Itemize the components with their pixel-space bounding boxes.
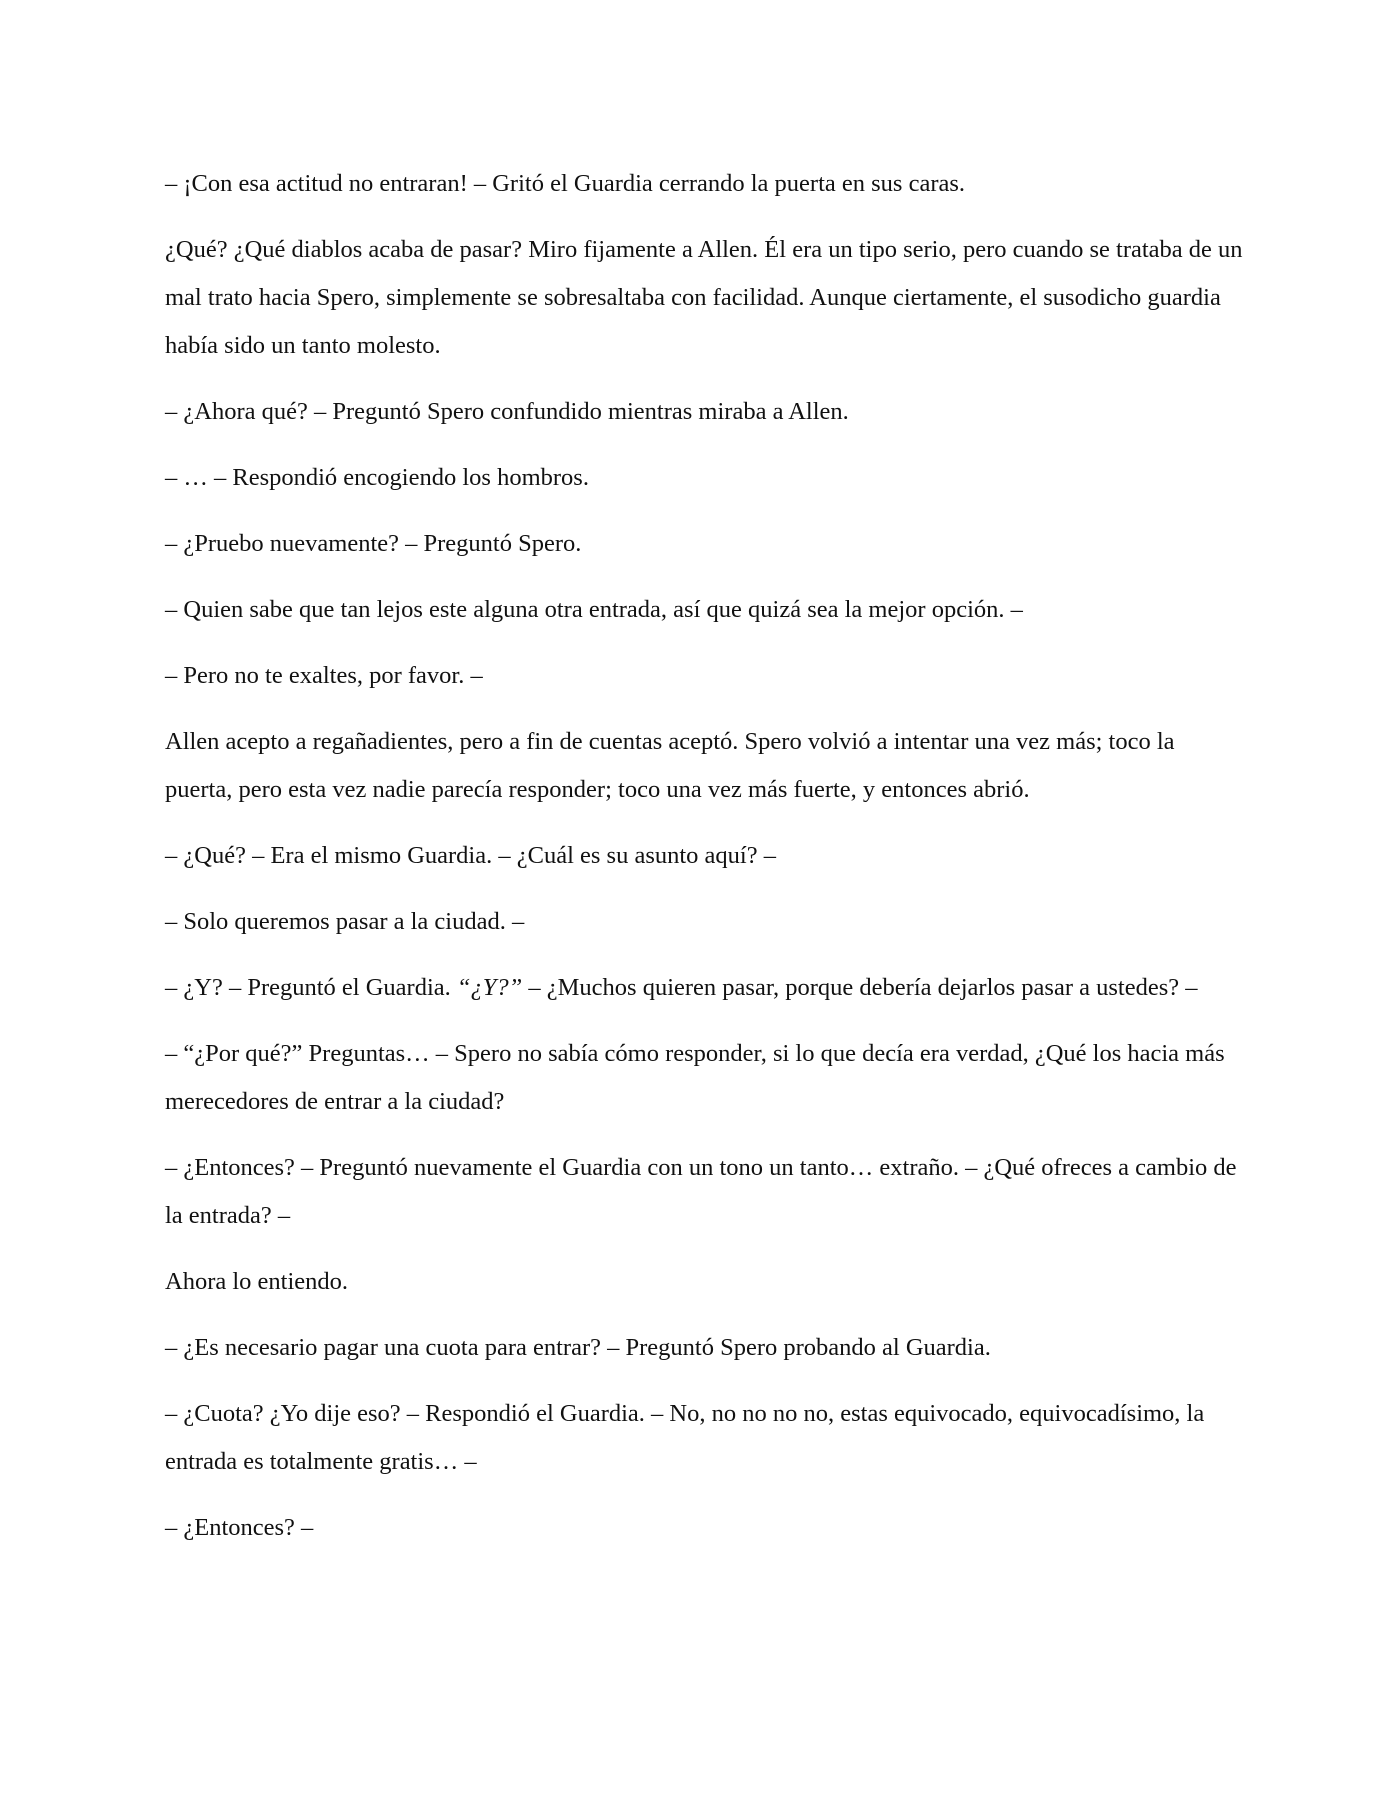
paragraph: – ¿Cuota? ¿Yo dije eso? – Respondió el Guardia. – No, no no no no, estas equivocado, equivocadísimo, la entrada es totalmente gratis… –: [165, 1400, 1205, 1475]
paragraph: – ¿Entonces? –: [165, 1514, 314, 1541]
paragraph: – Solo queremos pasar a la ciudad. –: [165, 908, 525, 935]
paragraph: – ¡Con esa actitud no entraran! – Gritó el Guardia cerrando la puerta en sus caras.: [165, 170, 966, 197]
paragraph-text: – ¿Muchos quieren pasar, porque debería dejarlos pasar a ustedes? –: [522, 974, 1198, 1001]
paragraph: – ¿Pruebo nuevamente? – Preguntó Spero.: [165, 530, 582, 557]
body-text: [165, 160, 1245, 1570]
paragraph: – “¿Por qué?” Preguntas… – Spero no sabía cómo responder, si lo que decía era verdad, ¿Qué los hacia más merecedores de entrar a la ciudad?: [165, 1040, 1225, 1115]
paragraph: – Pero no te exaltes, por favor. –: [165, 662, 483, 689]
paragraph: – ¿Entonces? – Preguntó nuevamente el Guardia con un tono un tanto… extraño. – ¿Qué ofreces a cambio de la entrada? –: [165, 1154, 1237, 1229]
italic-thought: “¿Y?”: [456, 974, 523, 1001]
paragraph: – … – Respondió encogiendo los hombros.: [165, 464, 589, 491]
paragraph: ¿Qué? ¿Qué diablos acaba de pasar? Miro fijamente a Allen. Él era un tipo serio, pero cuando se trataba de un mal trato hacia Spero, simplemente se sobresaltaba con facilidad. Aunque ciertamente, el susodicho guardia había sido un tanto molesto.: [165, 236, 1243, 359]
paragraph: – ¿Ahora qué? – Preguntó Spero confundido mientras miraba a Allen.: [165, 398, 849, 425]
paragraph: Allen acepto a regañadientes, pero a fin de cuentas aceptó. Spero volvió a intentar una vez más; toco la puerta, pero esta vez nadie parecía responder; toco una vez más fuerte, y entonces abrió.: [165, 728, 1175, 803]
paragraph: Ahora lo entiendo.: [165, 1268, 349, 1295]
paragraph: – Quien sabe que tan lejos este alguna otra entrada, así que quizá sea la mejor opción. –: [165, 596, 1023, 623]
paragraph: – ¿Es necesario pagar una cuota para entrar? – Preguntó Spero probando al Guardia.: [165, 1334, 991, 1361]
paragraph-with-italic: [165, 964, 1245, 1012]
paragraph-text: – ¿Y? – Preguntó el Guardia.: [165, 974, 457, 1001]
paragraph: – ¿Qué? – Era el mismo Guardia. – ¿Cuál es su asunto aquí? –: [165, 842, 776, 869]
